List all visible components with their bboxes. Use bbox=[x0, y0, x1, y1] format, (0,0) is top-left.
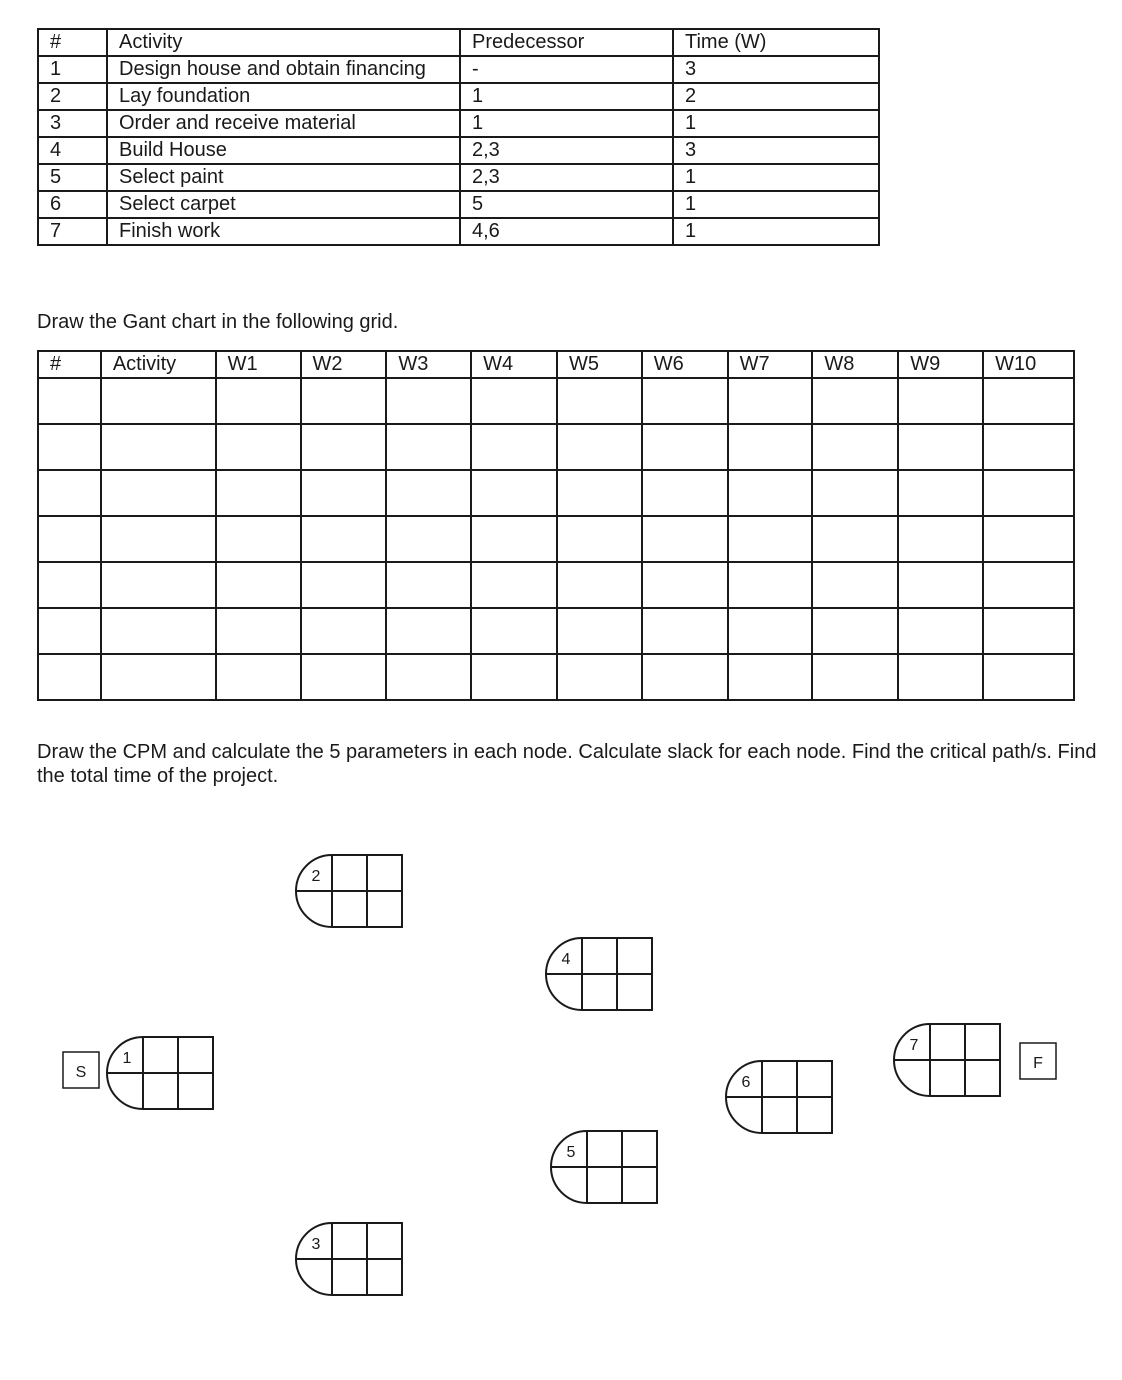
header-time: Time (W) bbox=[673, 29, 879, 56]
gantt-header-week: W9 bbox=[898, 351, 983, 378]
row-predecessor: 1 bbox=[460, 110, 673, 137]
row-predecessor: 4,6 bbox=[460, 218, 673, 245]
header-number: # bbox=[38, 29, 107, 56]
row-number: 6 bbox=[38, 191, 107, 218]
cpm-node-label: 6 bbox=[741, 1074, 751, 1091]
cpm-node-shape bbox=[107, 1037, 213, 1109]
row-activity: Build House bbox=[107, 137, 460, 164]
gantt-header-week: W1 bbox=[216, 351, 301, 378]
cpm-node bbox=[107, 1037, 213, 1109]
cpm-node bbox=[546, 938, 652, 1010]
gantt-header-activity: Activity bbox=[101, 351, 216, 378]
cpm-node-label: 1 bbox=[122, 1050, 132, 1067]
gantt-header-week: W6 bbox=[642, 351, 728, 378]
cpm-node-shape bbox=[296, 1223, 402, 1295]
row-predecessor: 5 bbox=[460, 191, 673, 218]
row-predecessor: 2,3 bbox=[460, 164, 673, 191]
cpm-nodes bbox=[107, 855, 1000, 1295]
row-activity: Select paint bbox=[107, 164, 460, 191]
row-time: 1 bbox=[673, 164, 879, 191]
row-predecessor: 1 bbox=[460, 83, 673, 110]
row-time: 1 bbox=[673, 110, 879, 137]
cpm-node-label: 3 bbox=[311, 1236, 321, 1253]
cpm-node bbox=[551, 1131, 657, 1203]
cpm-instruction: Draw the CPM and calculate the 5 parameters in each node. Calculate slack for each node. Find the critical path/s. Find the total time of the project. bbox=[37, 741, 1097, 787]
cpm-node-label: 7 bbox=[909, 1037, 919, 1054]
row-activity: Order and receive material bbox=[107, 110, 460, 137]
cpm-node bbox=[296, 1223, 402, 1295]
row-activity: Finish work bbox=[107, 218, 460, 245]
row-number: 5 bbox=[38, 164, 107, 191]
gantt-header-week: W8 bbox=[812, 351, 898, 378]
cpm-node-shape bbox=[546, 938, 652, 1010]
row-time: 3 bbox=[673, 56, 879, 83]
row-number: 3 bbox=[38, 110, 107, 137]
gantt-header-week: W5 bbox=[557, 351, 642, 378]
finish-node-label: F bbox=[1033, 1055, 1043, 1072]
gantt-header-number: # bbox=[38, 351, 101, 378]
header-predecessor: Predecessor bbox=[460, 29, 673, 56]
row-number: 7 bbox=[38, 218, 107, 245]
row-time: 1 bbox=[673, 191, 879, 218]
row-number: 4 bbox=[38, 137, 107, 164]
cpm-node bbox=[894, 1024, 1000, 1096]
gantt-header-week: W7 bbox=[728, 351, 813, 378]
row-number: 2 bbox=[38, 83, 107, 110]
finish-node bbox=[1020, 1043, 1056, 1079]
row-activity: Select carpet bbox=[107, 191, 460, 218]
row-activity: Design house and obtain financing bbox=[107, 56, 460, 83]
row-predecessor: - bbox=[460, 56, 673, 83]
row-activity: Lay foundation bbox=[107, 83, 460, 110]
row-predecessor: 2,3 bbox=[460, 137, 673, 164]
gantt-header-week: W2 bbox=[301, 351, 387, 378]
cpm-node-shape bbox=[894, 1024, 1000, 1096]
gantt-instruction: Draw the Gant chart in the following grid. bbox=[37, 311, 399, 333]
row-time: 3 bbox=[673, 137, 879, 164]
cpm-node bbox=[726, 1061, 832, 1133]
row-time: 2 bbox=[673, 83, 879, 110]
cpm-node-shape bbox=[296, 855, 402, 927]
cpm-node-label: 4 bbox=[561, 951, 571, 968]
gantt-header-week: W4 bbox=[471, 351, 557, 378]
cpm-node-shape bbox=[726, 1061, 832, 1133]
start-node-label: S bbox=[75, 1064, 87, 1081]
row-time: 1 bbox=[673, 218, 879, 245]
gantt-header-week: W10 bbox=[983, 351, 1074, 378]
cpm-node-shape bbox=[551, 1131, 657, 1203]
cpm-node bbox=[296, 855, 402, 927]
header-activity: Activity bbox=[107, 29, 460, 56]
cpm-node-label: 5 bbox=[566, 1144, 576, 1161]
start-node bbox=[63, 1052, 99, 1088]
row-number: 1 bbox=[38, 56, 107, 83]
cpm-node-label: 2 bbox=[311, 868, 321, 885]
gantt-header-week: W3 bbox=[386, 351, 471, 378]
